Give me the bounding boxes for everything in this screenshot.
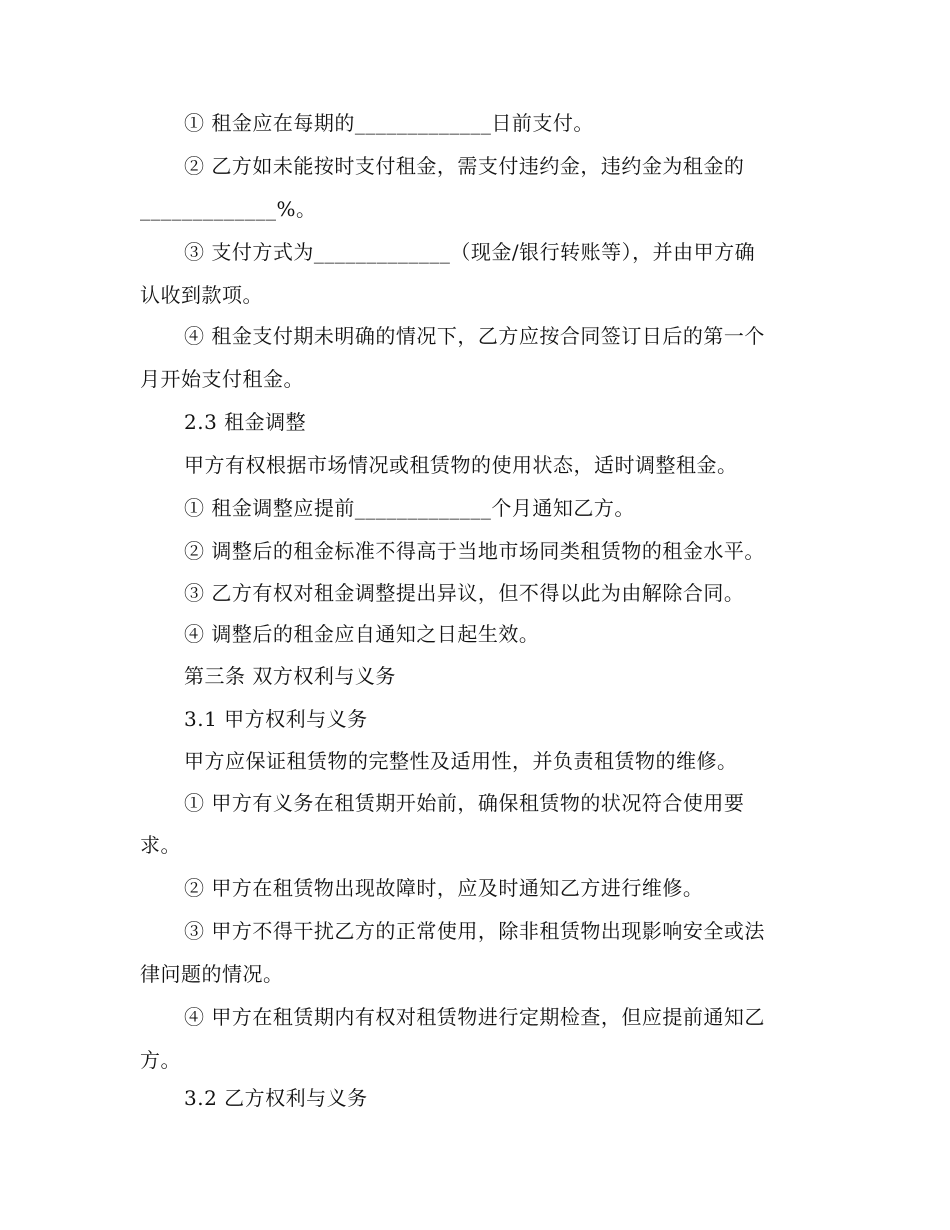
text-line: ② 调整后的租金标准不得高于当地市场同类租赁物的租金水平。 [184, 539, 765, 563]
text-line: 月开始支付租金。 [140, 367, 304, 391]
text-line: ② 乙方如未能按时支付租金，需支付违约金，违约金为租金的 [184, 154, 745, 178]
text-line: ③ 甲方不得干扰乙方的正常使用，除非租赁物出现影响安全或法 [184, 919, 765, 943]
text-line: 求。 [140, 833, 181, 857]
text-line: ① 租金调整应提前_____________个月通知乙方。 [184, 496, 635, 520]
text-line: _____________%。 [140, 197, 317, 221]
text-line: ③ 支付方式为_____________（现金/银行转账等），并由甲方确 [184, 240, 756, 264]
section-heading: 3.1 甲方权利与义务 [184, 707, 368, 731]
text-line: ④ 甲方在租赁期内有权对租赁物进行定期检查，但应提前通知乙 [184, 1005, 765, 1029]
text-line: ④ 调整后的租金应自通知之日起生效。 [184, 622, 540, 646]
text-line: ④ 租金支付期未明确的情况下，乙方应按合同签订日后的第一个 [184, 324, 765, 348]
text-line: 甲方有权根据市场情况或租赁物的使用状态，适时调整租金。 [184, 453, 738, 477]
text-line: 律问题的情况。 [140, 962, 284, 986]
text-line: ② 甲方在租赁物出现故障时，应及时通知乙方进行维修。 [184, 876, 704, 900]
section-heading: 2.3 租金调整 [184, 410, 307, 434]
text-line: 认收到款项。 [140, 283, 263, 307]
text-line: ③ 乙方有权对租金调整提出异议，但不得以此为由解除合同。 [184, 581, 745, 605]
section-heading: 3.2 乙方权利与义务 [184, 1086, 368, 1110]
text-line: 方。 [140, 1048, 181, 1072]
article-heading: 第三条 双方权利与义务 [184, 664, 396, 688]
text-line: ① 租金应在每期的_____________日前支付。 [184, 111, 594, 135]
text-line: 甲方应保证租赁物的完整性及适用性，并负责租赁物的维修。 [184, 749, 738, 773]
text-line: ① 甲方有义务在租赁期开始前，确保租赁物的状况符合使用要 [184, 791, 745, 815]
